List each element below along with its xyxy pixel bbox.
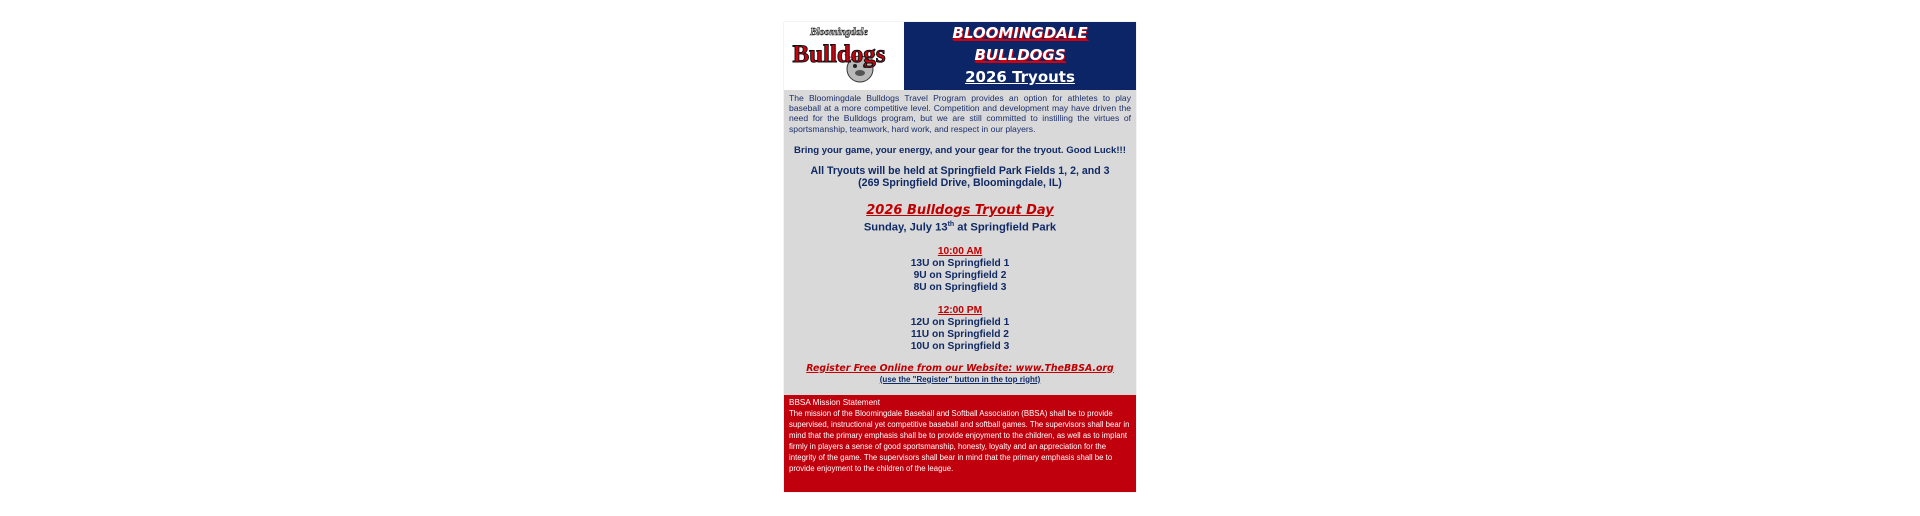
slot-assignment: 10U on Springfield 3: [910, 340, 1010, 352]
register-note: (use the "Register" button in the top right): [879, 374, 1041, 384]
title-line-1: BLOOMINGDALE: [952, 24, 1088, 42]
slot-time: 10:00 AM: [937, 245, 983, 257]
slot-assignment: 13U on Springfield 1: [910, 257, 1010, 269]
logo-top-text: Bloomingdale: [810, 27, 868, 38]
tryout-date-suffix: th: [947, 220, 955, 228]
logo-main-text: Bulldogs: [792, 41, 886, 68]
title-year: 2026 Tryouts: [965, 68, 1075, 86]
slot-assignment: 9U on Springfield 2: [913, 269, 1007, 281]
tryout-day-title: 2026 Bulldogs Tryout Day: [866, 202, 1054, 218]
location-line-2: (269 Springfield Drive, Bloomingdale, IL): [858, 177, 1062, 190]
tryout-date: [784, 218, 1136, 235]
intro-paragraph: The Bloomingdale Bulldogs Travel Program provides an option for athletes to play baseball at a more competitive level. Competition and development may have driven the need for the Bulldogs program, but we are still committed to instilling the virtues of sportsmanship, teamwork, hard work, and respect in our players.: [789, 93, 1131, 134]
mission-statement: [784, 395, 1136, 492]
location-line-1: All Tryouts will be held at Springfield Park Fields 1, 2, and 3: [810, 164, 1110, 177]
flyer-header: [784, 22, 1136, 90]
tryout-flyer: [784, 22, 1136, 492]
tryout-date-rest: at Springfield Park: [954, 221, 1057, 234]
mission-text: The mission of the Bloomingdale Baseball and Softball Association (BBSA) shall be to provide supervised, instructional yet competitive baseball and softball games. The supervisors shall bear in mind that the primary emphasis shall be to provide enjoyment to the children, as well as to implant firmly in players a sense of good sportsmanship, honesty, loyalty and an appreciation for the integrity of the game. The supervisors shall bear in mind that the primary emphasis shall be to provide enjoyment to the children of the league.: [789, 409, 1130, 473]
title-banner: [904, 22, 1136, 90]
location: [784, 165, 1136, 190]
mission-title: BBSA Mission Statement: [789, 398, 881, 407]
slot-assignment: 12U on Springfield 1: [910, 316, 1010, 328]
time-slot: [784, 246, 1136, 294]
register-link[interactable]: Register Free Online from our Website: www.TheBBSA.org: [806, 362, 1114, 374]
tryout-details: [784, 90, 1136, 395]
slot-assignment: 11U on Springfield 2: [911, 328, 1009, 340]
title-line-2: BULLDOGS: [974, 46, 1066, 64]
time-slot: [784, 305, 1136, 353]
bulldogs-logo: [784, 22, 904, 90]
slot-assignment: 8U on Springfield 3: [913, 281, 1007, 293]
tryout-date-prefix: Sunday, July 13: [863, 221, 948, 234]
slot-time: 12:00 PM: [937, 304, 983, 316]
bulldog-logo-icon: [784, 22, 904, 90]
bring-text: Bring your game, your energy, and your gear for the tryout. Good Luck!!!: [794, 144, 1126, 156]
